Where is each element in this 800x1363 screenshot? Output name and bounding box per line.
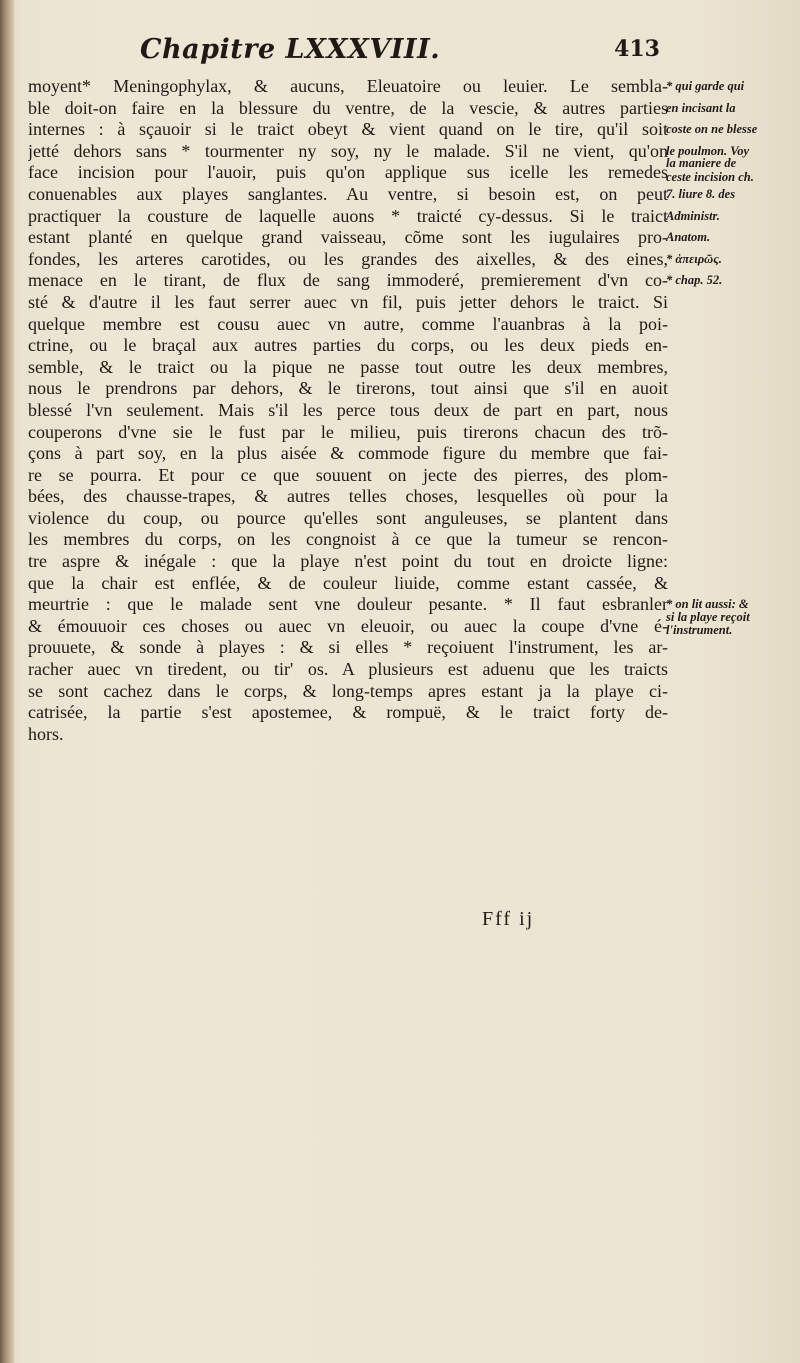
- text-line: les membres du corps, on les congnoist à ce que la tumeur se rencon-: [28, 529, 668, 550]
- margin-note: * qui garde qui: [666, 80, 745, 93]
- text-line: semble, & le traict ou la pique ne passe tout outre les deux membres,: [28, 356, 668, 377]
- text-line: racher auec vn tiredent, ou tir' os. A plusieurs est aduenu que les traicts: [28, 659, 668, 680]
- margin-note: Administr.: [666, 209, 720, 223]
- page-header: [140, 34, 660, 74]
- text-line: se sont cachez dans le corps, & long-temps apres estant ja la playe ci-: [28, 680, 668, 701]
- text-line: practiquer la cousture de laquelle auons * traicté cy-dessus. Si le traict: [28, 205, 668, 226]
- margin-note: 7. liure 8. des: [666, 188, 736, 201]
- text-line: internes : à sçauoir si le traict obeyt & vient quand on le tire, qu'il soit: [28, 119, 668, 140]
- text-line: ctrine, ou le braçal aux autres parties du corps, ou les deux pieds en-: [28, 335, 668, 356]
- text-line: sté & d'autre il les faut serrer auec vn fil, puis jetter dehors le traict. Si: [28, 291, 668, 312]
- margin-note: * ἀπειρῶς.: [666, 252, 722, 266]
- margin-note: * chap. 52.: [666, 274, 723, 288]
- margin-note: ceste incision ch.: [666, 170, 754, 184]
- running-head: Chapitre LXXXVIII.: [140, 34, 441, 65]
- text-line: quelque membre est cousu auec vn autre, comme l'auanbras à la poi-: [28, 313, 668, 334]
- text-line: face incision pour l'auoir, puis qu'on applique sus icelle les remedes: [28, 162, 668, 183]
- text-line: menace en le tirant, de flux de sang immoderé, premierement d'vn co-: [28, 270, 668, 291]
- signature-mark: Fff ij: [482, 908, 535, 930]
- margin-note: en incisant la: [666, 101, 736, 115]
- text-line: ble doit-on faire en la blessure du ventre, de la vescie, & autres parties: [28, 97, 668, 118]
- text-line: que la chair est enflée, & de couleur liuide, comme estant cassée, &: [28, 572, 668, 593]
- text-line: prouuete, & sonde à playes : & si elles * reçoiuent l'instrument, les ar-: [28, 637, 668, 658]
- text-line: nous le prendrons par dehors, & le tirerons, tout ainsi que s'il en auoit: [28, 378, 668, 399]
- text-line: hors.: [28, 723, 64, 744]
- text-line: jetté dehors sans * tourmenter ny soy, ny le malade. S'il ne vient, qu'on: [28, 140, 668, 161]
- text-line: violence du coup, ou pource qu'elles sont anguleuses, se plantent dans: [28, 507, 668, 528]
- text-line: tre aspre & inégale : que la playe n'est point du tout en droicte ligne:: [28, 551, 668, 572]
- text-line: çons à part soy, en la plus aisée & commode figure du membre que fai-: [28, 443, 668, 464]
- text-line: estant planté en quelque grand vaisseau, cõme sont les iugulaires pro-: [28, 227, 668, 248]
- text-line: couperons d'vne sie le fust par le milieu, puis tirerons chacun des trõ-: [28, 421, 668, 442]
- text-line: conuenables aux playes sanglantes. Au ventre, si besoin est, on peut: [28, 183, 668, 204]
- margin-note: * on lit aussi: &: [666, 598, 749, 612]
- text-line: meurtrie : que le malade sent vne douleur pesante. * Il faut esbranler: [28, 594, 668, 615]
- margin-note: si la playe reçoit: [666, 611, 750, 625]
- book-gutter: [0, 0, 14, 1363]
- body-text: [28, 76, 668, 745]
- text-line: blessé l'vn seulement. Mais s'il les perce tous deux de part en part, nous: [28, 399, 668, 420]
- margin-note: coste on ne blesse: [666, 123, 758, 137]
- margin-note: l'instrument.: [666, 624, 733, 638]
- text-line: fondes, les arteres carotides, ou les grandes des aixelles, & des eines,: [28, 248, 668, 269]
- text-line: re se pourra. Et pour ce que souuent on jecte des pierres, des plom-: [28, 464, 668, 485]
- margin-note: la maniere de: [666, 156, 737, 170]
- margin-note: Anatom.: [666, 231, 711, 245]
- text-line: & émouuoir ces choses ou auec vn eleuoir, ou auec la coupe d'vne é-: [28, 615, 668, 636]
- text-line: catrisée, la partie s'est apostemee, & rompuë, & le traict forty de-: [28, 702, 668, 723]
- text-line: moyent* Meningophylax, & aucuns, Eleuatoire ou leuier. Le sembla-: [28, 76, 668, 96]
- margin-note: le poulmon. Voy: [666, 144, 749, 158]
- text-line: bées, des chausse-trapes, & autres telles choses, lesquelles où pour la: [28, 486, 668, 507]
- page-number: 413: [614, 36, 660, 62]
